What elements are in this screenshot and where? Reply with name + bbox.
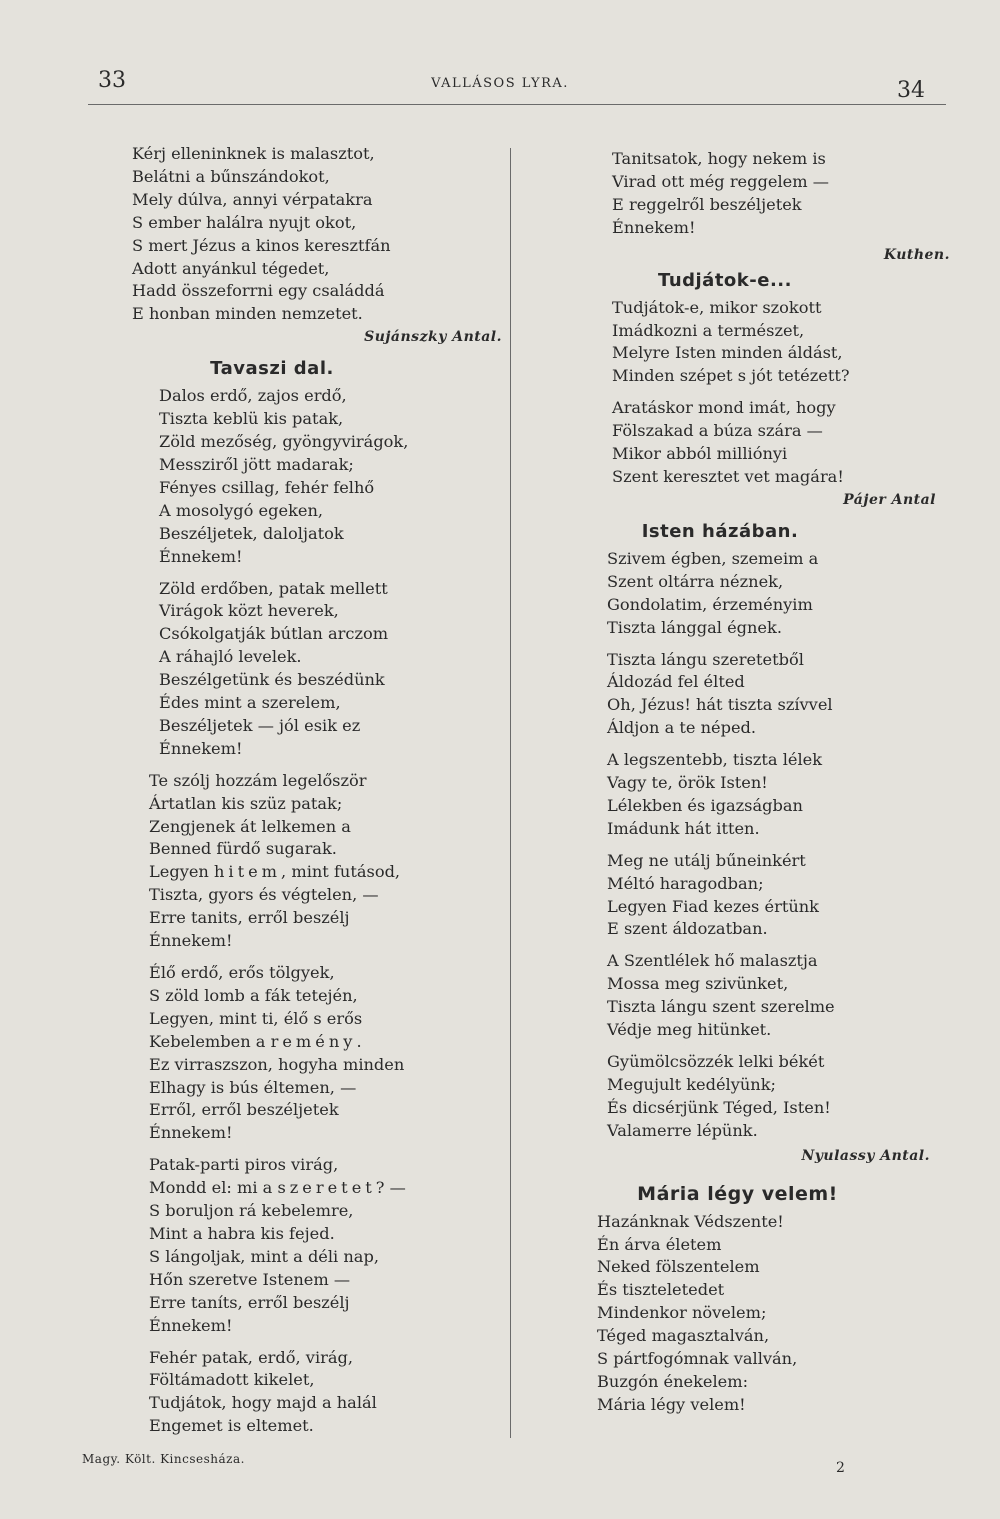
stanza <box>149 962 532 1145</box>
header-rule <box>88 104 946 105</box>
page-number-right: 34 <box>897 78 925 103</box>
poem-line: A legszentebb, tiszta lélek <box>607 750 823 770</box>
stanza <box>607 548 950 640</box>
poem-line: Tiszta lánggal égnek. <box>607 617 782 637</box>
poem-line: Legyen Fiad kezes értünk <box>607 896 819 916</box>
poem-line: Erre taníts, erről beszélj <box>149 1292 350 1312</box>
poem-body <box>597 1211 950 1417</box>
poem-line: Legyen, mint ti, élő s erős <box>149 1008 363 1028</box>
line-part: ? — <box>375 1178 406 1198</box>
stanza <box>159 385 532 568</box>
poem-line: És dicsérjünk Téged, Isten! <box>607 1097 831 1117</box>
poem-line: Engemet is eltemet. <box>149 1416 314 1436</box>
poem-line: Zöld erdőben, patak mellett <box>159 578 388 598</box>
poem-line: Virágok közt heverek, <box>159 601 339 621</box>
poem-line <box>149 1031 532 1054</box>
poem-line: Hőn szeretve Istenem — <box>149 1269 351 1289</box>
poem-line: Élő erdő, erős tölgyek, <box>149 963 335 982</box>
poem-line: Énnekem! <box>159 546 243 566</box>
sheet-number: 2 <box>836 1460 845 1476</box>
poem-line: Tiszta, gyors és végtelen, — <box>149 885 379 905</box>
poem-line: Mely dúlva, annyi vérpatakra <box>132 189 373 209</box>
poem-line: Énnekem! <box>149 1315 233 1335</box>
poem-line: A ráhajló levelek. <box>159 647 302 667</box>
poem-line: Hadd összeforrni egy családdá <box>132 281 385 301</box>
poem-line: Valamerre lépünk. <box>607 1120 758 1140</box>
poem-line: Mindenkor növelem; <box>597 1303 767 1323</box>
spaced-word: szeretet <box>277 1178 376 1198</box>
poem-line: Ez virraszszon, hogyha minden <box>149 1054 405 1074</box>
poem-line: Zöld mezőség, gyöngyvirágok, <box>159 432 409 452</box>
poem-line: A mosolygó egeken, <box>159 500 324 520</box>
poem-line: Adott anyánkul tégedet, <box>132 258 330 278</box>
poem-line: Aratáskor mond imát, hogy <box>612 398 836 418</box>
poem-line: Föltámadott kikelet, <box>149 1370 315 1390</box>
poem-line: Benned fürdő sugarak. <box>149 839 337 859</box>
poem-body <box>607 548 950 1143</box>
poem-line: S zöld lomb a fák tetején, <box>149 985 358 1005</box>
poem-line: Buzgón énekelem: <box>597 1371 749 1391</box>
poem-line: Én árva életem <box>597 1234 722 1254</box>
spaced-word: remény <box>270 1031 357 1051</box>
poem-line: Énnekem! <box>159 738 243 758</box>
poem-title: Isten házában. <box>641 520 799 542</box>
poem-line: Beszéljetek — jól esik ez <box>159 715 361 735</box>
poem-line: Neked fölszentelem <box>597 1257 760 1277</box>
stanza <box>607 1051 950 1143</box>
poem-line: Dalos erdő, zajos erdő, <box>159 386 347 406</box>
poem-body <box>149 770 532 1438</box>
poem-line: Elhagy is bús éltemen, — <box>149 1077 357 1097</box>
stanza <box>607 950 950 1042</box>
poem-line: Beszéljetek, daloljatok <box>159 523 344 543</box>
poem-line: Melyre Isten minden áldást, <box>612 343 843 363</box>
poem-line: Tiszta lángu szeretetből <box>607 649 804 669</box>
stanza <box>612 397 950 489</box>
poem-line: Énnekem! <box>612 217 696 237</box>
stanza <box>612 297 950 389</box>
poem-line: S lángoljak, mint a déli nap, <box>149 1246 379 1266</box>
page-number-left: 33 <box>98 68 126 93</box>
running-title: VALLÁSOS LYRA. <box>431 76 569 91</box>
stanza <box>149 1347 532 1439</box>
poem-line: Fölszakad a búza szára — <box>612 421 823 441</box>
spaced-word: hitem <box>214 862 282 882</box>
poem-line: Tanitsatok, hogy nekem is <box>612 149 826 168</box>
poem-line: Mossa meg szivünket, <box>607 974 789 994</box>
poem-line: Meg ne utálj bűneinkért <box>607 850 806 870</box>
poem-line <box>149 1177 532 1200</box>
poem-line: Hazánknak Védszente! <box>597 1211 784 1231</box>
stanza <box>597 1211 950 1417</box>
poem-line: Lélekben és igazságban <box>607 795 803 815</box>
poem-line: Gondolatim, érzeményim <box>607 594 813 614</box>
poem-body <box>159 385 532 761</box>
poem-line: Belátni a bűnszándokot, <box>132 166 330 186</box>
poem-line: És tiszteletedet <box>597 1280 725 1300</box>
line-part: . <box>356 1031 362 1051</box>
poem-end-stanza <box>132 143 532 326</box>
poem-end-stanza <box>612 148 950 240</box>
poem-line: Méltó haragodban; <box>607 873 764 893</box>
stanza <box>607 749 950 841</box>
poem-line: Kérj elleninknek is malasztot, <box>132 144 375 163</box>
poem-line: Erre tanits, erről beszélj <box>149 908 350 928</box>
poem-title: Tavaszi dal. <box>210 358 334 380</box>
stanza <box>149 770 532 953</box>
right-column <box>597 148 950 1426</box>
poem-line: Áldozád fel élted <box>607 672 745 692</box>
poem-line: Áldjon a te néped. <box>607 718 757 738</box>
poem-line: Mikor abból milliónyi <box>612 444 788 464</box>
line-part: Kebelemben a <box>149 1031 271 1051</box>
poem-author: Pájer Antal <box>843 491 936 508</box>
poem-line: Erről, erről beszéljetek <box>149 1100 339 1120</box>
poem-line: S ember halálra nyujt okot, <box>132 212 357 232</box>
poem-body <box>612 297 950 489</box>
poem-line: Énnekem! <box>149 931 233 951</box>
poem-line: Zengjenek át lelkemen a <box>149 816 351 836</box>
poem-line: Beszélgetünk és beszédünk <box>159 670 385 690</box>
line-part: , mint futásod, <box>281 862 401 882</box>
poem-line: Gyümölcsözzék lelki békét <box>607 1052 825 1071</box>
poem-line: Szivem égben, szemeim a <box>607 548 819 568</box>
poem-line <box>149 861 532 884</box>
poem-line: E szent áldozatban. <box>607 919 768 939</box>
line-part: Mondd el: mi a <box>149 1178 278 1198</box>
poem-line: Csókolgatják bútlan arczom <box>159 624 389 644</box>
poem-line: S pártfogómnak vallván, <box>597 1349 798 1369</box>
poem-line: A Szentlélek hő malasztja <box>607 951 818 971</box>
poem-line: E reggelről beszéljetek <box>612 194 802 214</box>
poem-line: S mert Jézus a kinos keresztfán <box>132 235 391 255</box>
poem-line: Tudjátok-e, mikor szokott <box>612 297 822 317</box>
poem-line: Énnekem! <box>149 1123 233 1143</box>
poem-line: Megujult kedélyünk; <box>607 1074 776 1094</box>
poem-line: Szent oltárra néznek, <box>607 571 784 591</box>
poem-author: Nyulassy Antal. <box>801 1147 930 1164</box>
poem-line: Tiszta lángu szent szerelme <box>607 997 835 1017</box>
poem-line: Szent keresztet vet magára! <box>612 466 844 486</box>
poem-author: Sujánszky Antal. <box>364 329 502 346</box>
poem-line: S boruljon rá kebelemre, <box>149 1201 354 1221</box>
stanza <box>159 578 532 761</box>
poem-line: Minden szépet s jót tetézett? <box>612 366 850 386</box>
poem-line: Oh, Jézus! hát tiszta szívvel <box>607 695 833 715</box>
poem-line: Fényes csillag, fehér felhő <box>159 477 375 497</box>
poem-line: Messziről jött madarak; <box>159 454 354 474</box>
poem-line: Imádunk hát itten. <box>607 818 760 838</box>
poem-author: Kuthen. <box>883 246 950 263</box>
stanza <box>607 649 950 741</box>
poem-line: Virad ott még reggelem — <box>612 171 829 191</box>
poem-line: Imádkozni a természet, <box>612 320 805 340</box>
stanza <box>607 850 950 942</box>
line-part: Legyen <box>149 862 214 882</box>
poem-line: Fehér patak, erdő, virág, <box>149 1347 354 1367</box>
poem-line: E honban minden nemzetet. <box>132 304 363 324</box>
poem-line: Édes mint a szerelem, <box>159 693 341 713</box>
left-column <box>132 143 532 1447</box>
stanza <box>149 1154 532 1337</box>
poem-line: Vagy te, örök Isten! <box>607 773 768 793</box>
poem-title: Tudjátok-e... <box>658 269 792 291</box>
printer-signature: Magy. Költ. Kincsesháza. <box>82 1452 245 1466</box>
poem-line: Védje meg hitünket. <box>607 1020 772 1040</box>
poem-line: Te szólj hozzám legelőször <box>149 770 367 790</box>
poem-line: Mária légy velem! <box>597 1394 746 1414</box>
poem-line: Mint a habra kis fejed. <box>149 1223 335 1243</box>
poem-line: Ártatlan kis szüz patak; <box>149 793 343 813</box>
poem-title: Mária légy velem! <box>637 1182 838 1205</box>
poem-line: Tudjátok, hogy majd a halál <box>149 1393 377 1413</box>
poem-line: Patak-parti piros virág, <box>149 1155 339 1175</box>
poem-line: Tiszta keblü kis patak, <box>159 409 344 429</box>
poem-line: Téged magasztalván, <box>597 1326 770 1346</box>
